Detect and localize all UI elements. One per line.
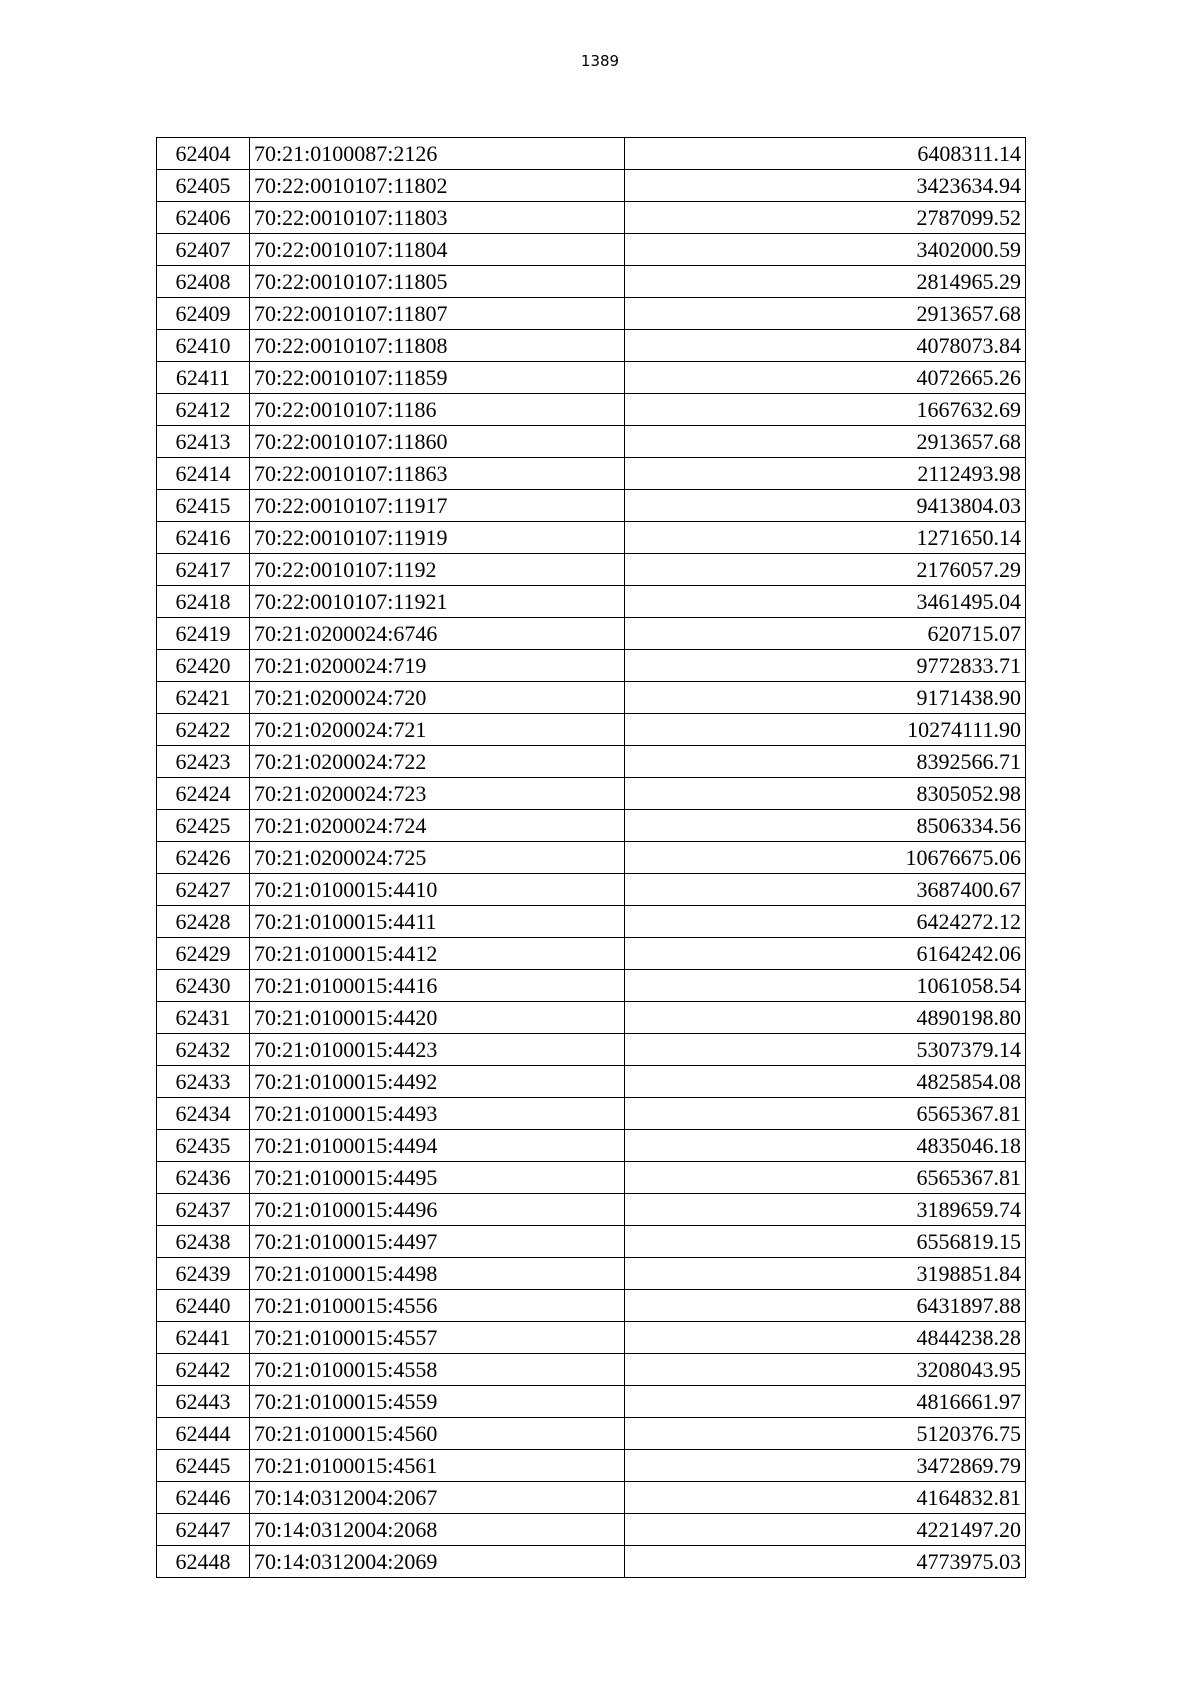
table-row <box>157 1290 1026 1322</box>
table-row <box>157 1226 1026 1258</box>
table-row <box>157 874 1026 906</box>
cadastral-number-cell: 70:21:0200024:719 <box>250 650 625 682</box>
cadastral-value-cell: 6565367.81 <box>625 1098 1026 1130</box>
cadastral-number-cell: 70:21:0100015:4495 <box>250 1162 625 1194</box>
cadastral-value-cell: 6408311.14 <box>625 138 1026 170</box>
cadastral-number-cell: 70:22:0010107:11921 <box>250 586 625 618</box>
cadastral-value-cell: 4844238.28 <box>625 1322 1026 1354</box>
row-number-cell: 62409 <box>157 298 250 330</box>
row-number-cell: 62441 <box>157 1322 250 1354</box>
cadastral-number-cell: 70:22:0010107:11805 <box>250 266 625 298</box>
table-row <box>157 1098 1026 1130</box>
cadastral-value-cell: 3461495.04 <box>625 586 1026 618</box>
row-number-cell: 62431 <box>157 1002 250 1034</box>
table-row <box>157 586 1026 618</box>
cadastral-number-cell: 70:21:0100015:4559 <box>250 1386 625 1418</box>
cadastral-value-cell: 3402000.59 <box>625 234 1026 266</box>
cadastral-value-cell: 1667632.69 <box>625 394 1026 426</box>
cadastral-number-cell: 70:21:0100087:2126 <box>250 138 625 170</box>
row-number-cell: 62428 <box>157 906 250 938</box>
cadastral-value-cell: 4078073.84 <box>625 330 1026 362</box>
table-row <box>157 810 1026 842</box>
row-number-cell: 62445 <box>157 1450 250 1482</box>
row-number-cell: 62419 <box>157 618 250 650</box>
row-number-cell: 62408 <box>157 266 250 298</box>
table-row <box>157 1354 1026 1386</box>
table-row <box>157 1322 1026 1354</box>
table-row <box>157 682 1026 714</box>
cadastral-number-cell: 70:21:0100015:4498 <box>250 1258 625 1290</box>
cadastral-value-cell: 5307379.14 <box>625 1034 1026 1066</box>
row-number-cell: 62446 <box>157 1482 250 1514</box>
cadastral-number-cell: 70:14:0312004:2068 <box>250 1514 625 1546</box>
table-row <box>157 842 1026 874</box>
cadastral-number-cell: 70:22:0010107:11807 <box>250 298 625 330</box>
row-number-cell: 62432 <box>157 1034 250 1066</box>
table-row <box>157 1130 1026 1162</box>
cadastral-value-cell: 4890198.80 <box>625 1002 1026 1034</box>
row-number-cell: 62448 <box>157 1546 250 1578</box>
cadastral-value-cell: 2913657.68 <box>625 298 1026 330</box>
table-row <box>157 522 1026 554</box>
row-number-cell: 62406 <box>157 202 250 234</box>
cadastral-value-cell: 4773975.03 <box>625 1546 1026 1578</box>
cadastral-value-cell: 10274111.90 <box>625 714 1026 746</box>
table-row <box>157 1258 1026 1290</box>
row-number-cell: 62444 <box>157 1418 250 1450</box>
row-number-cell: 62410 <box>157 330 250 362</box>
cadastral-number-cell: 70:21:0200024:720 <box>250 682 625 714</box>
table-row <box>157 1386 1026 1418</box>
cadastral-value-cell: 6164242.06 <box>625 938 1026 970</box>
cadastral-number-cell: 70:14:0312004:2069 <box>250 1546 625 1578</box>
table-row <box>157 490 1026 522</box>
cadastral-number-cell: 70:21:0100015:4496 <box>250 1194 625 1226</box>
cadastral-value-cell: 10676675.06 <box>625 842 1026 874</box>
cadastral-number-cell: 70:21:0100015:4492 <box>250 1066 625 1098</box>
cadastral-value-cell: 620715.07 <box>625 618 1026 650</box>
cadastral-number-cell: 70:22:0010107:11860 <box>250 426 625 458</box>
cadastral-value-cell: 9413804.03 <box>625 490 1026 522</box>
table-row <box>157 394 1026 426</box>
row-number-cell: 62435 <box>157 1130 250 1162</box>
row-number-cell: 62412 <box>157 394 250 426</box>
row-number-cell: 62416 <box>157 522 250 554</box>
cadastral-value-cell: 3208043.95 <box>625 1354 1026 1386</box>
cadastral-value-cell: 3198851.84 <box>625 1258 1026 1290</box>
cadastral-value-cell: 4221497.20 <box>625 1514 1026 1546</box>
row-number-cell: 62418 <box>157 586 250 618</box>
cadastral-number-cell: 70:21:0100015:4493 <box>250 1098 625 1130</box>
cadastral-number-cell: 70:22:0010107:11804 <box>250 234 625 266</box>
cadastral-number-cell: 70:21:0100015:4497 <box>250 1226 625 1258</box>
cadastral-value-cell: 3687400.67 <box>625 874 1026 906</box>
cadastral-number-cell: 70:21:0100015:4558 <box>250 1354 625 1386</box>
cadastral-number-cell: 70:21:0100015:4557 <box>250 1322 625 1354</box>
cadastral-value-cell: 6424272.12 <box>625 906 1026 938</box>
row-number-cell: 62404 <box>157 138 250 170</box>
table-row <box>157 330 1026 362</box>
row-number-cell: 62422 <box>157 714 250 746</box>
cadastral-value-cell: 4835046.18 <box>625 1130 1026 1162</box>
row-number-cell: 62415 <box>157 490 250 522</box>
row-number-cell: 62424 <box>157 778 250 810</box>
table-row <box>157 938 1026 970</box>
cadastral-number-cell: 70:21:0100015:4494 <box>250 1130 625 1162</box>
cadastral-number-cell: 70:21:0100015:4420 <box>250 1002 625 1034</box>
cadastral-number-cell: 70:21:0100015:4410 <box>250 874 625 906</box>
row-number-cell: 62421 <box>157 682 250 714</box>
table-row <box>157 970 1026 1002</box>
cadastral-number-cell: 70:22:0010107:11808 <box>250 330 625 362</box>
table-row <box>157 618 1026 650</box>
cadastral-value-table <box>156 137 1026 1578</box>
cadastral-value-cell: 8305052.98 <box>625 778 1026 810</box>
row-number-cell: 62423 <box>157 746 250 778</box>
cadastral-number-cell: 70:21:0100015:4411 <box>250 906 625 938</box>
cadastral-number-cell: 70:21:0100015:4561 <box>250 1450 625 1482</box>
table-row <box>157 202 1026 234</box>
row-number-cell: 62437 <box>157 1194 250 1226</box>
cadastral-value-cell: 2814965.29 <box>625 266 1026 298</box>
cadastral-value-cell: 5120376.75 <box>625 1418 1026 1450</box>
cadastral-number-cell: 70:21:0200024:725 <box>250 842 625 874</box>
table-row <box>157 170 1026 202</box>
table-row <box>157 298 1026 330</box>
row-number-cell: 62436 <box>157 1162 250 1194</box>
cadastral-number-cell: 70:21:0100015:4412 <box>250 938 625 970</box>
cadastral-number-cell: 70:22:0010107:11917 <box>250 490 625 522</box>
cadastral-value-cell: 1271650.14 <box>625 522 1026 554</box>
cadastral-value-cell: 2176057.29 <box>625 554 1026 586</box>
row-number-cell: 62420 <box>157 650 250 682</box>
cadastral-number-cell: 70:21:0200024:721 <box>250 714 625 746</box>
row-number-cell: 62429 <box>157 938 250 970</box>
row-number-cell: 62414 <box>157 458 250 490</box>
table-row <box>157 426 1026 458</box>
cadastral-value-cell: 9171438.90 <box>625 682 1026 714</box>
table-row <box>157 906 1026 938</box>
cadastral-number-cell: 70:21:0200024:6746 <box>250 618 625 650</box>
table-row <box>157 650 1026 682</box>
row-number-cell: 62433 <box>157 1066 250 1098</box>
table-row <box>157 778 1026 810</box>
row-number-cell: 62447 <box>157 1514 250 1546</box>
table-row <box>157 234 1026 266</box>
row-number-cell: 62442 <box>157 1354 250 1386</box>
cadastral-number-cell: 70:22:0010107:11863 <box>250 458 625 490</box>
table-row <box>157 1450 1026 1482</box>
cadastral-value-cell: 6431897.88 <box>625 1290 1026 1322</box>
row-number-cell: 62413 <box>157 426 250 458</box>
cadastral-number-cell: 70:21:0200024:723 <box>250 778 625 810</box>
cadastral-value-cell: 4072665.26 <box>625 362 1026 394</box>
cadastral-number-cell: 70:22:0010107:11859 <box>250 362 625 394</box>
cadastral-number-cell: 70:21:0200024:724 <box>250 810 625 842</box>
cadastral-number-cell: 70:22:0010107:11803 <box>250 202 625 234</box>
cadastral-number-cell: 70:14:0312004:2067 <box>250 1482 625 1514</box>
cadastral-value-cell: 8506334.56 <box>625 810 1026 842</box>
cadastral-number-cell: 70:21:0100015:4560 <box>250 1418 625 1450</box>
cadastral-value-cell: 4825854.08 <box>625 1066 1026 1098</box>
cadastral-value-cell: 6556819.15 <box>625 1226 1026 1258</box>
cadastral-number-cell: 70:22:0010107:11919 <box>250 522 625 554</box>
row-number-cell: 62417 <box>157 554 250 586</box>
table-row <box>157 554 1026 586</box>
cadastral-number-cell: 70:21:0100015:4556 <box>250 1290 625 1322</box>
cadastral-value-cell: 6565367.81 <box>625 1162 1026 1194</box>
cadastral-value-cell: 3423634.94 <box>625 170 1026 202</box>
table-row <box>157 1514 1026 1546</box>
cadastral-number-cell: 70:21:0200024:722 <box>250 746 625 778</box>
row-number-cell: 62407 <box>157 234 250 266</box>
cadastral-value-cell: 1061058.54 <box>625 970 1026 1002</box>
table-row <box>157 1418 1026 1450</box>
table-row <box>157 1034 1026 1066</box>
table-row <box>157 1066 1026 1098</box>
cadastral-value-cell: 8392566.71 <box>625 746 1026 778</box>
table-row <box>157 1482 1026 1514</box>
row-number-cell: 62425 <box>157 810 250 842</box>
row-number-cell: 62443 <box>157 1386 250 1418</box>
row-number-cell: 62405 <box>157 170 250 202</box>
table-body <box>157 138 1026 1578</box>
row-number-cell: 62434 <box>157 1098 250 1130</box>
cadastral-value-cell: 4164832.81 <box>625 1482 1026 1514</box>
cadastral-value-cell: 2112493.98 <box>625 458 1026 490</box>
table-row <box>157 1162 1026 1194</box>
table-row <box>157 1546 1026 1578</box>
page-number: 1389 <box>580 52 620 70</box>
cadastral-number-cell: 70:21:0100015:4416 <box>250 970 625 1002</box>
row-number-cell: 62430 <box>157 970 250 1002</box>
cadastral-value-cell: 2913657.68 <box>625 426 1026 458</box>
row-number-cell: 62440 <box>157 1290 250 1322</box>
row-number-cell: 62438 <box>157 1226 250 1258</box>
table-row <box>157 458 1026 490</box>
table-row <box>157 1002 1026 1034</box>
cadastral-value-cell: 3189659.74 <box>625 1194 1026 1226</box>
row-number-cell: 62427 <box>157 874 250 906</box>
table-row <box>157 266 1026 298</box>
table-row <box>157 138 1026 170</box>
cadastral-number-cell: 70:22:0010107:1192 <box>250 554 625 586</box>
row-number-cell: 62411 <box>157 362 250 394</box>
cadastral-number-cell: 70:22:0010107:11802 <box>250 170 625 202</box>
table-row <box>157 362 1026 394</box>
row-number-cell: 62426 <box>157 842 250 874</box>
table-row <box>157 714 1026 746</box>
cadastral-value-cell: 9772833.71 <box>625 650 1026 682</box>
cadastral-value-cell: 2787099.52 <box>625 202 1026 234</box>
cadastral-number-cell: 70:22:0010107:1186 <box>250 394 625 426</box>
row-number-cell: 62439 <box>157 1258 250 1290</box>
cadastral-value-cell: 4816661.97 <box>625 1386 1026 1418</box>
table-row <box>157 746 1026 778</box>
table-row <box>157 1194 1026 1226</box>
cadastral-value-cell: 3472869.79 <box>625 1450 1026 1482</box>
cadastral-number-cell: 70:21:0100015:4423 <box>250 1034 625 1066</box>
